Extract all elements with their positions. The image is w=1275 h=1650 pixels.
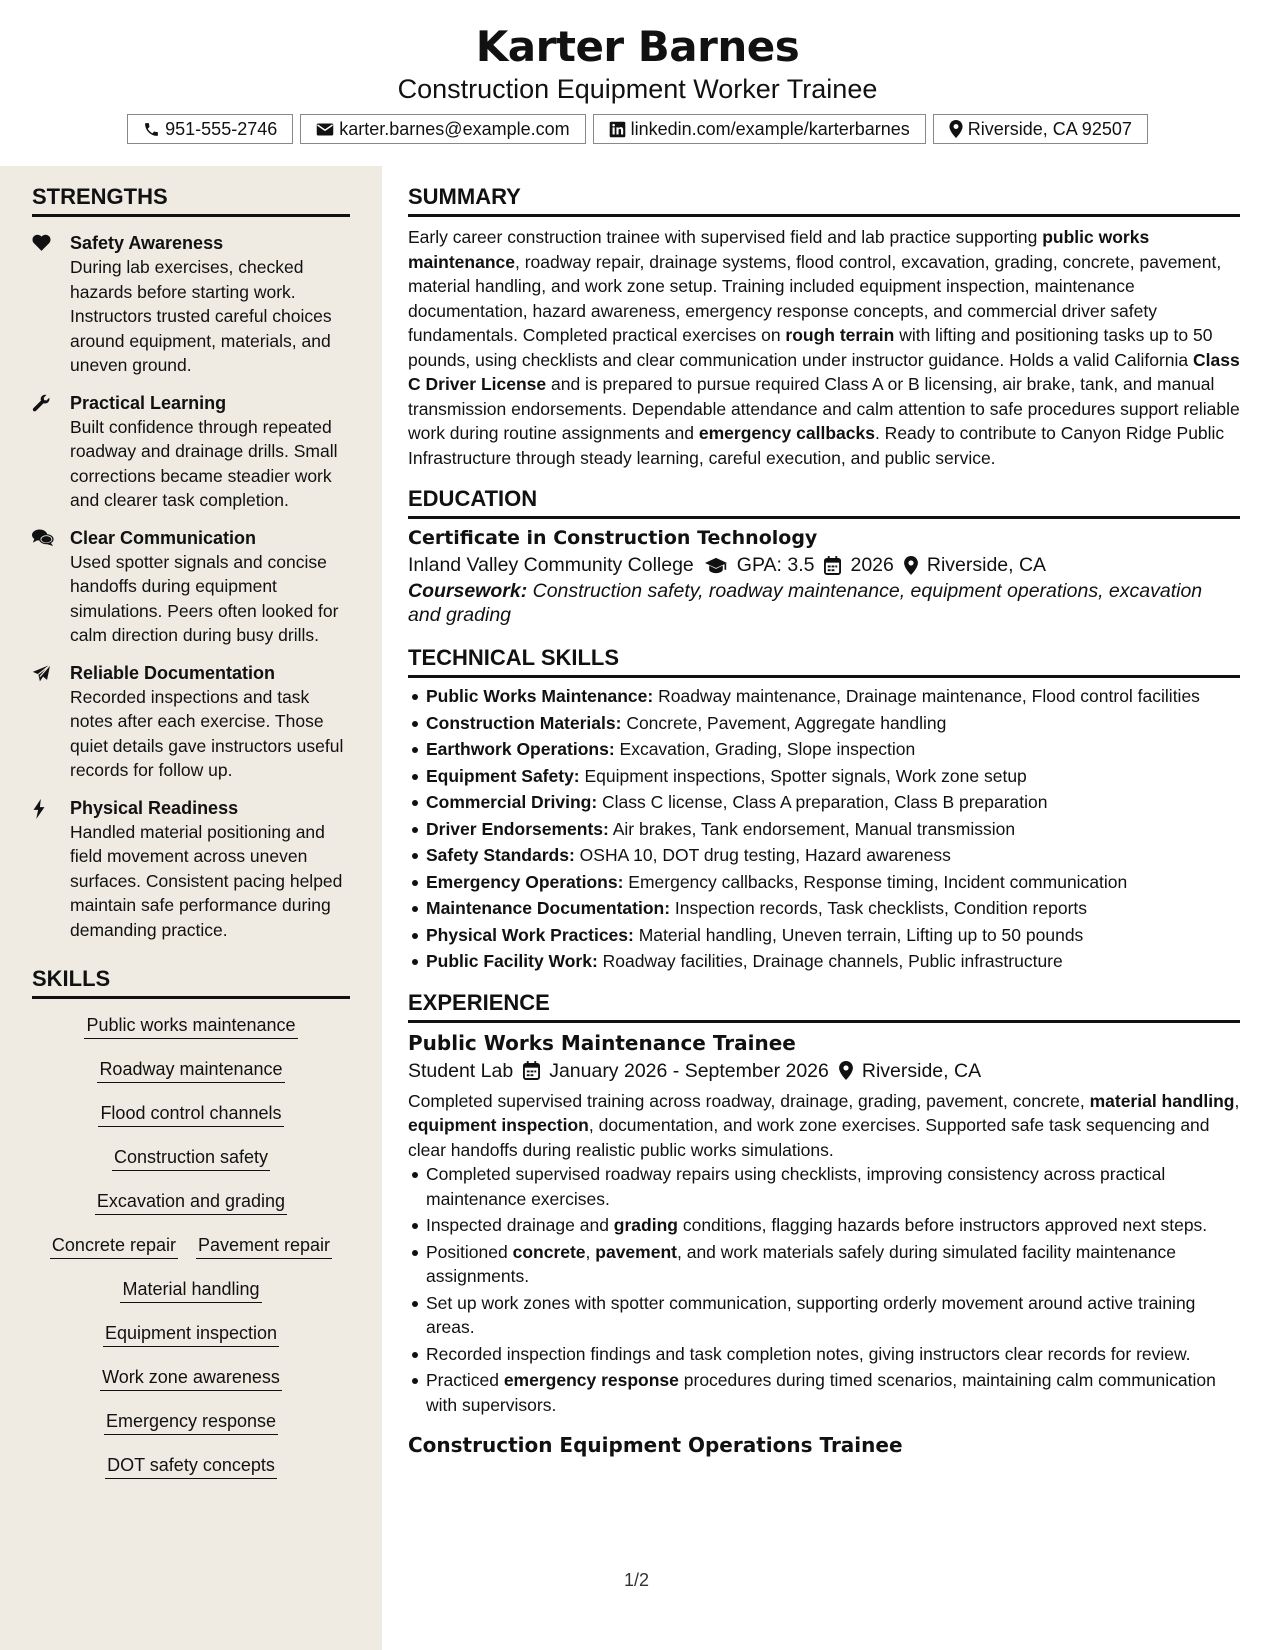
- sidebar: [0, 166, 382, 1650]
- contact-email[interactable]: [300, 114, 585, 144]
- strength-text: Recorded inspections and task notes after each exercise. Those quiet details gave instructors useful records for follow up.: [70, 686, 344, 780]
- education-meta: [408, 551, 1240, 579]
- list-item: Emergency Operations: Emergency callbacks, Response timing, Incident communication: [426, 870, 1240, 895]
- list-item: Maintenance Documentation: Inspection records, Task checklists, Condition reports: [426, 896, 1240, 921]
- strength-item: [32, 661, 352, 783]
- graduation-year: 2026: [850, 554, 894, 576]
- skill-tag: Public works maintenance: [84, 1015, 297, 1039]
- summary-heading: SUMMARY: [408, 184, 1240, 217]
- school-location: Riverside, CA: [926, 554, 1047, 576]
- linkedin-icon: [609, 121, 626, 138]
- bolt-icon: [32, 799, 46, 819]
- candidate-title: Construction Equipment Worker Trainee: [397, 74, 878, 104]
- list-item: Commercial Driving: Class C license, Class A preparation, Class B preparation: [426, 790, 1240, 815]
- map-marker-icon: [839, 1061, 853, 1080]
- skills-heading: SKILLS: [32, 966, 350, 999]
- list-item: Public Works Maintenance: Roadway maintenance, Drainage maintenance, Flood control facilities: [426, 684, 1240, 709]
- technical-skills-list: [408, 684, 1240, 974]
- list-item: Physical Work Practices: Material handling, Uneven terrain, Lifting up to 50 pounds: [426, 923, 1240, 948]
- technical-skills-heading: TECHNICAL SKILLS: [408, 645, 1240, 678]
- education-heading: EDUCATION: [408, 486, 1240, 519]
- job-dates: January 2026 - September 2026: [549, 1059, 829, 1082]
- page-number: 1/2: [624, 1570, 650, 1590]
- heart-icon: [32, 234, 51, 251]
- strength-text: Handled material positioning and field movement across uneven surfaces. Consistent pacing helped maintain safe performance during demanding practice.: [70, 821, 343, 940]
- strength-item: [32, 526, 352, 648]
- calendar-icon: [824, 556, 841, 575]
- email-text: karter.barnes@example.com: [339, 118, 570, 139]
- paper-plane-icon: [32, 664, 51, 683]
- location-text: Riverside, CA 92507: [967, 118, 1132, 139]
- list-item: Completed supervised roadway repairs using checklists, improving consistency across practical maintenance exercises.: [426, 1162, 1240, 1211]
- graduation-cap-icon: [704, 557, 728, 574]
- skill-tag: Emergency response: [104, 1411, 278, 1435]
- strengths-heading: STRENGTHS: [32, 184, 350, 217]
- list-item: Equipment Safety: Equipment inspections, Spotter signals, Work zone setup: [426, 764, 1240, 789]
- list-item: Public Facility Work: Roadway facilities, Drainage channels, Public infrastructure: [426, 949, 1240, 974]
- skill-tag: Flood control channels: [98, 1103, 283, 1127]
- strength-text: During lab exercises, checked hazards before starting work. Instructors trusted careful choices around equipment, materials, and uneven ground.: [70, 257, 332, 375]
- main-content: [408, 166, 1240, 1459]
- school-name: Inland Valley Community College: [408, 554, 694, 576]
- contact-location: [933, 114, 1148, 144]
- job-title: Public Works Maintenance Trainee: [408, 1030, 796, 1055]
- job-title: Construction Equipment Operations Trainee: [408, 1433, 903, 1457]
- contact-linkedin[interactable]: [593, 114, 926, 144]
- skills-list: [32, 1015, 350, 1479]
- list-item: Safety Standards: OSHA 10, DOT drug testing, Hazard awareness: [426, 843, 1240, 868]
- experience-heading: EXPERIENCE: [408, 990, 1240, 1023]
- wrench-icon: [32, 394, 51, 413]
- job-meta: [408, 1057, 1240, 1085]
- degree-title: Certificate in Construction Technology: [408, 527, 818, 549]
- linkedin-text: linkedin.com/example/karterbarnes: [630, 118, 910, 139]
- job-location: Riverside, CA: [861, 1059, 982, 1082]
- list-item: Driver Endorsements: Air brakes, Tank endorsement, Manual transmission: [426, 817, 1240, 842]
- gpa-text: GPA: 3.5: [736, 554, 815, 576]
- contact-phone[interactable]: [127, 114, 293, 144]
- coursework: Coursework: Construction safety, roadway maintenance, equipment operations, excavation and grading: [408, 580, 1203, 626]
- strength-text: Used spotter signals and concise handoffs during equipment simulations. Peers often looked for calm direction during busy drills.: [70, 551, 339, 645]
- strength-item: [32, 391, 352, 513]
- job-description: Completed supervised training across roadway, drainage, grading, pavement, concrete, material handling, equipment inspection, documentation, and work zone exercises. Supported safe task sequencing and clear handoffs during realistic public works simulations.: [408, 1090, 1240, 1160]
- skill-tag: Construction safety: [112, 1147, 270, 1171]
- comments-icon: [32, 529, 54, 546]
- skill-tag: Material handling: [120, 1279, 261, 1303]
- job-org: Student Lab: [408, 1059, 514, 1082]
- strength-title: Clear Communication: [70, 527, 257, 548]
- strength-title: Reliable Documentation: [70, 662, 276, 683]
- job-bullets: [408, 1162, 1240, 1417]
- list-item: Practiced emergency response procedures during timed scenarios, maintaining calm communication with supervisors.: [426, 1368, 1240, 1417]
- skill-tag: Pavement repair: [196, 1235, 332, 1259]
- skill-tag: Equipment inspection: [103, 1323, 279, 1347]
- list-item: Inspected drainage and grading conditions, flagging hazards before instructors approved next steps.: [426, 1213, 1240, 1238]
- strength-title: Physical Readiness: [70, 797, 239, 818]
- list-item: Positioned concrete, pavement, and work materials safely during simulated facility maintenance assignments.: [426, 1240, 1240, 1289]
- map-marker-icon: [904, 556, 918, 575]
- skill-tag: Work zone awareness: [100, 1367, 282, 1391]
- list-item: Set up work zones with spotter communication, supporting orderly movement around active training areas.: [426, 1291, 1240, 1340]
- strength-title: Practical Learning: [70, 392, 227, 413]
- envelope-icon: [316, 122, 334, 137]
- summary-text: Early career construction trainee with supervised field and lab practice supporting public works maintenance, roadway repair, drainage systems, flood control, excavation, grading, concrete, pavement, material handling, and work zone setup. Training included equipment inspection, maintenance documentation, hazard awareness, emergency response concepts, and commercial driver safety fundamentals. Completed practical exercises on rough terrain with lifting and positioning tasks up to 50 pounds, using checklists and clear communication under instructor guidance. Holds a valid California Class C Driver License and is prepared to pursue required Class A or B licensing, air brake, tank, and manual transmission endorsements. Dependable attendance and calm attention to safe procedures support reliable work during routine assignments and emergency callbacks. Ready to contribute to Canyon Ridge Public Infrastructure through steady learning, careful execution, and public service.: [408, 227, 1240, 468]
- resume-header: [0, 0, 1275, 166]
- skill-tag: Concrete repair: [50, 1235, 178, 1259]
- list-item: Recorded inspection findings and task completion notes, giving instructors clear records for review.: [426, 1342, 1240, 1367]
- skill-tag: Roadway maintenance: [97, 1059, 284, 1083]
- calendar-icon: [523, 1061, 540, 1080]
- strength-title: Safety Awareness: [70, 233, 224, 253]
- candidate-name: Karter Barnes: [475, 22, 800, 71]
- skill-tag: DOT safety concepts: [105, 1455, 277, 1479]
- list-item: Construction Materials: Concrete, Pavement, Aggregate handling: [426, 711, 1240, 736]
- map-marker-icon: [949, 120, 963, 138]
- strength-item: [32, 796, 352, 943]
- strength-item: [32, 231, 352, 378]
- skill-tag: Excavation and grading: [95, 1191, 287, 1215]
- list-item: Earthwork Operations: Excavation, Grading, Slope inspection: [426, 737, 1240, 762]
- phone-icon: [143, 121, 160, 138]
- strength-text: Built confidence through repeated roadway and drainage drills. Small corrections became steadier work and clearer task completion.: [70, 416, 338, 510]
- contact-bar: [0, 114, 1275, 144]
- phone-text: 951-555-2746: [165, 118, 278, 139]
